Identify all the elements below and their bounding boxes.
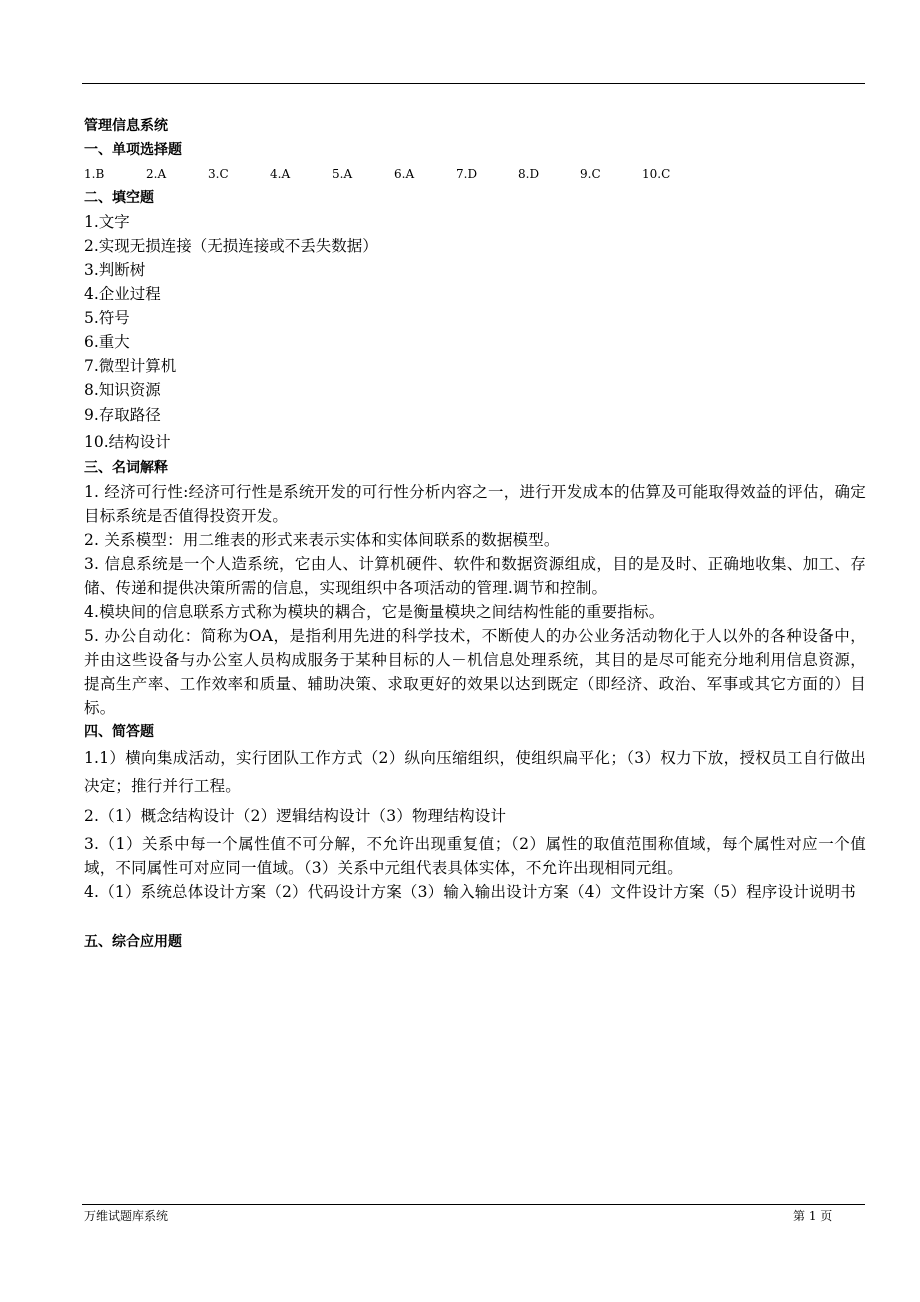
section-heading-terms: 三、名词解释 <box>84 460 168 476</box>
short-answer: 3.（1）关系中每一个属性值不可分解，不允许出现重复值；（2）属性的取值范围称值域，每个属性对应一个值域，不同属性可对应同一值域。（3）关系中元组代表具体实体，不允许出现相同元组。 <box>84 835 866 877</box>
fill-answer: 2.实现无损连接（无损连接或不丢失数据） <box>84 237 378 255</box>
choice-answer: 5.A <box>332 167 353 181</box>
section-heading-choice: 一、单项选择题 <box>84 142 182 158</box>
term-definition: 4.模块间的信息联系方式称为模块的耦合，它是衡量模块之间结构性能的重要指标。 <box>84 603 665 621</box>
fill-answer: 8.知识资源 <box>84 381 161 399</box>
choice-answer: 8.D <box>518 167 540 181</box>
section-heading-application: 五、综合应用题 <box>84 934 182 950</box>
fill-answer: 9.存取路径 <box>84 406 161 424</box>
footer-source: 万维试题库系统 <box>84 1209 169 1223</box>
fill-answer: 6.重大 <box>84 333 130 351</box>
section-heading-short-answer: 四、简答题 <box>84 724 154 740</box>
short-answer: 4.（1）系统总体设计方案（2）代码设计方案（3）输入输出设计方案（4）文件设计方案（5）程序设计说明书 <box>84 883 856 901</box>
short-answer: 2.（1）概念结构设计（2）逻辑结构设计（3）物理结构设计 <box>84 807 507 825</box>
footer-rule <box>82 1204 865 1205</box>
choice-answer: 10.C <box>642 167 671 181</box>
term-definition: 5. 办公自动化：简称为OA，是指利用先进的科学技术，不断使人的办公业务活动物化于人以外的各种设备中，并由这些设备与办公室人员构成服务于某种目标的人－机信息处理系统，其目的是尽可能充分地利用信息资源，提高生产率、工作效率和质量、辅助决策、求取更好的效果以达到既定（即经济、政治、军事或其它方面的）目标。 <box>84 627 866 717</box>
document-body <box>84 114 866 954</box>
choice-answer: 9.C <box>580 167 601 181</box>
term-definition: 3. 信息系统是一个人造系统，它由人、计算机硬件、软件和数据资源组成，目的是及时、正确地收集、加工、存储、传递和提供决策所需的信息，实现组织中各项活动的管理.调节和控制。 <box>84 555 866 597</box>
fill-answer: 4.企业过程 <box>84 285 161 303</box>
section-heading-fill: 二、填空题 <box>84 190 154 206</box>
fill-answer: 3.判断树 <box>84 261 146 279</box>
choice-answer: 7.D <box>456 167 478 181</box>
choice-answer: 3.C <box>208 167 229 181</box>
page-number: 第 1 页 <box>793 1209 833 1223</box>
term-definition: 1. 经济可行性:经济可行性是系统开发的可行性分析内容之一，进行开发成本的估算及可能取得效益的评估，确定目标系统是否值得投资开发。 <box>84 483 866 525</box>
fill-answer: 10.结构设计 <box>84 433 171 451</box>
choice-answer: 2.A <box>146 167 167 181</box>
term-definition: 2. 关系模型：用二维表的形式来表示实体和实体间联系的数据模型。 <box>84 531 560 549</box>
choice-answer: 4.A <box>270 167 291 181</box>
choice-answer: 1.B <box>84 167 105 181</box>
fill-answer: 7.微型计算机 <box>84 357 177 375</box>
spacer <box>84 904 866 930</box>
fill-answer: 5.符号 <box>84 309 130 327</box>
header-rule <box>82 83 865 84</box>
document-title: 管理信息系统 <box>84 118 168 134</box>
choice-answers-row <box>84 162 866 186</box>
short-answer: 1.1）横向集成活动，实行团队工作方式（2）纵向压缩组织，使组织扁平化；（3）权力下放，授权员工自行做出决定；推行并行工程。 <box>84 749 866 795</box>
fill-answer: 1.文字 <box>84 213 130 231</box>
choice-answer: 6.A <box>394 167 415 181</box>
